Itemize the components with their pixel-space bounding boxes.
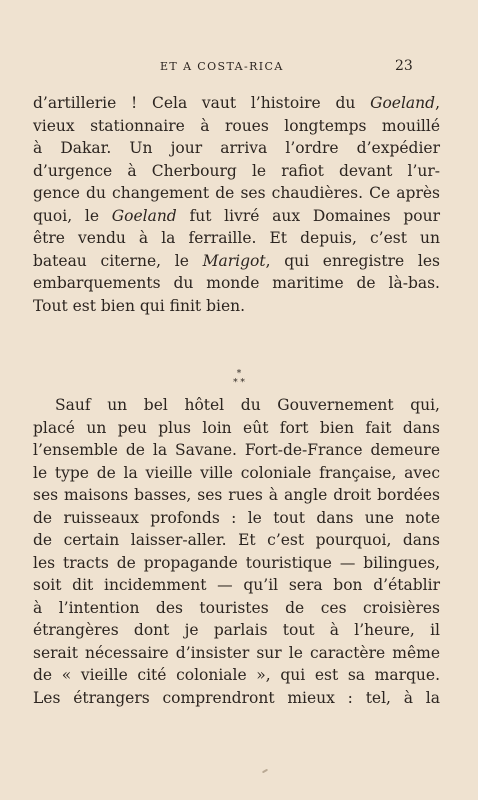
text-line: soit dit incidemment — qu’il sera bon d’établir: [33, 576, 440, 594]
text-line: Sauf un bel hôtel du Gouvernement qui,: [55, 396, 440, 414]
text-line: Les étrangers comprendront mieux : tel, à la: [33, 688, 440, 707]
running-head: ET A COSTA-RICA: [160, 60, 284, 73]
text-line: de « vieille cité coloniale », qui est sa marque.: [33, 666, 440, 684]
text-line: à l’intention des touristes de ces croisières: [33, 598, 440, 617]
text-line: placé un peu plus loin eût fort bien fait dans: [33, 418, 440, 437]
text-line: quoi, le Goeland fut livré aux Domaines pour: [33, 206, 440, 225]
text-line: l’ensemble de la Savane. Fort-de-France demeure: [33, 441, 440, 459]
text-line: être vendu à la ferraille. Et depuis, c’est un: [33, 229, 440, 247]
text-line: d’urgence à Cherbourg le rafiot devant l’ur-: [33, 161, 440, 180]
text-line: Tout est bien qui finit bien.: [33, 296, 246, 315]
text-line: embarquements du monde maritime de là-bas.: [33, 274, 440, 292]
page-header: [0, 58, 478, 78]
paragraph-2: [33, 394, 440, 709]
text-line: serait nécessaire d’insister sur le caractère même: [33, 643, 440, 662]
asterism-top: *: [236, 369, 242, 379]
text-line: de certain laisser-aller. Et c’est pourquoi, dans: [33, 531, 440, 549]
section-separator: [0, 370, 478, 388]
text-line: étrangères dont je parlais tout à l’heure, il: [33, 621, 440, 639]
text-line: bateau citerne, le Marigot, qui enregistre les: [33, 251, 440, 270]
text-line: ses maisons basses, ses rues à angle droit bordées: [33, 486, 440, 504]
text-line: gence du changement de ses chaudières. Ce après: [33, 184, 440, 202]
text-line: de ruisseaux profonds : le tout dans une note: [33, 508, 440, 527]
asterism-bottom: * *: [233, 378, 245, 388]
text-line: d’artillerie ! Cela vaut l’histoire du Goeland,: [33, 94, 440, 112]
text-line: le type de la vieille ville coloniale française, avec: [33, 463, 440, 482]
paragraph-1: [33, 92, 440, 317]
paper-mark: [262, 769, 268, 774]
page-number: 23: [395, 58, 413, 74]
text-line: les tracts de propagande touristique — bilingues,: [33, 553, 440, 572]
text-line: à Dakar. Un jour arriva l’ordre d’expédier: [33, 139, 440, 157]
text-line: vieux stationnaire à roues longtemps mouillé: [33, 116, 440, 135]
